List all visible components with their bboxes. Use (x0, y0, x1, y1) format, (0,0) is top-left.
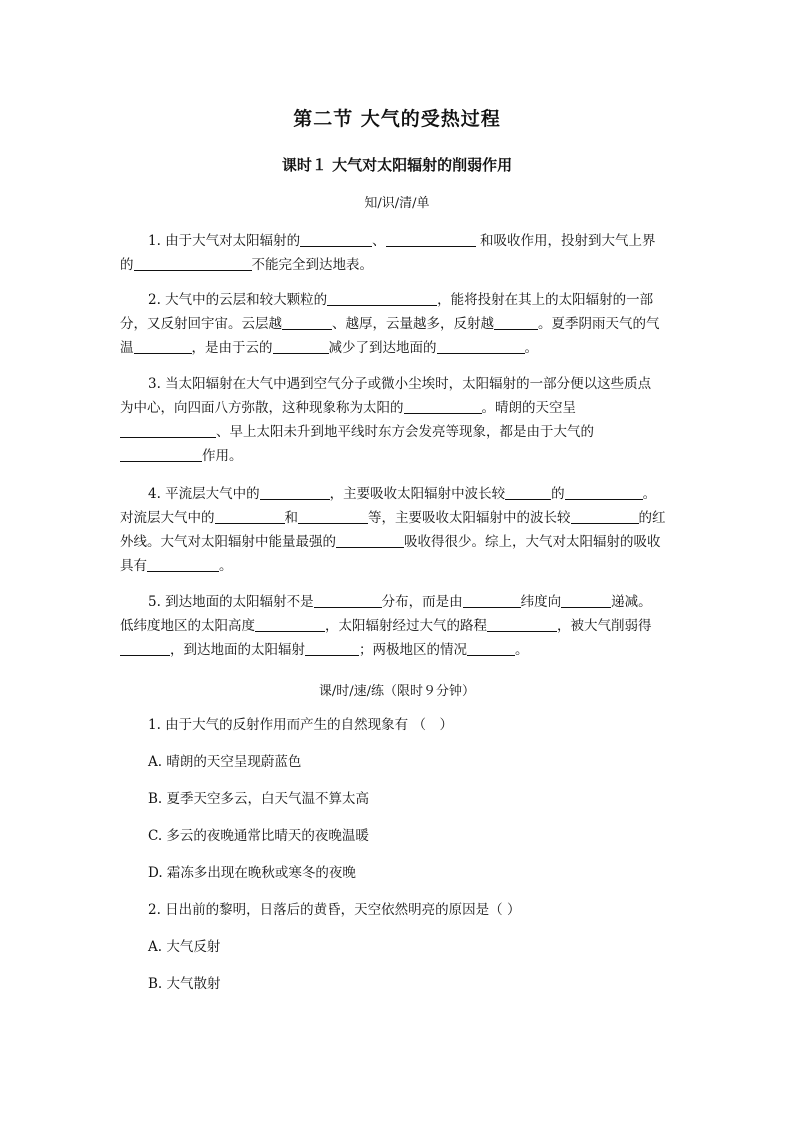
question-1-option-a[interactable]: A. 晴朗的天空呈现蔚蓝色 (148, 754, 302, 770)
p1-text: 1. 由于大气对太阳辐射的 (148, 233, 301, 249)
question-2-option-a[interactable]: A. 大气反射 (148, 939, 221, 955)
p2-text: 分，又反射回宇宙。云层越 (120, 316, 282, 332)
p2-text: 减少了到达地面的 (328, 340, 437, 356)
p3-text: 、早上太阳未升到地平线时东方会发亮等现象，都是由于大气的 (216, 424, 594, 440)
p5-text: ，被大气削弱得 (557, 618, 652, 634)
paragraph-1 (120, 229, 682, 277)
p4-text: ，主要吸收太阳辐射中波长较 (329, 486, 506, 502)
p4-text: 的红 (638, 510, 666, 526)
fill-blank[interactable] (215, 509, 285, 524)
page-title: 第二节 大气的受热过程 (293, 108, 501, 130)
p4-text: 外线。大气对太阳辐射中能量最强的 (120, 534, 336, 550)
p3-text: 为中心，向四面八方弥散，这种现象称为太阳的 (120, 400, 404, 416)
fill-blank[interactable] (147, 557, 219, 572)
lesson-subtitle: 课时１ 大气对太阳辐射的削弱作用 (281, 156, 513, 174)
fill-blank[interactable] (494, 315, 538, 330)
fill-blank[interactable] (404, 399, 482, 414)
p4-text: 具有 (120, 558, 147, 574)
section-heading-knowledge: 知/识/清/单 (364, 196, 430, 211)
paragraph-4 (120, 482, 682, 578)
question-1-stem: 1. 由于大气的反射作用而产生的自然现象有 （ ） (148, 717, 453, 733)
fill-blank[interactable] (463, 593, 521, 608)
fill-blank[interactable] (120, 423, 216, 438)
question-1-option-b[interactable]: B. 夏季天空多云，白天气温不算太高 (148, 791, 370, 807)
p4-text: 。 (219, 558, 233, 574)
fill-blank[interactable] (260, 485, 330, 500)
p2-text: 、越厚，云量越多，反射越 (332, 316, 494, 332)
p5-text: 分布，而是由 (381, 594, 463, 610)
p1-text: 的 (120, 257, 134, 273)
p5-text: ，太阳辐射经过大气的路程 (325, 618, 487, 634)
p2-text: 2. 大气中的云层和较大颗粒的 (148, 292, 328, 308)
fill-blank[interactable] (300, 232, 372, 247)
fill-blank[interactable] (437, 339, 525, 354)
p1-text: 不能完全到达地表。 (251, 257, 373, 273)
p3-text: 。晴朗的天空呈 (481, 400, 576, 416)
fill-blank[interactable] (327, 291, 437, 306)
p4-text: 和 (284, 510, 298, 526)
fill-blank[interactable] (134, 339, 192, 354)
p3-text: 作用。 (202, 448, 243, 464)
fill-blank[interactable] (120, 641, 170, 656)
paragraph-5 (120, 590, 682, 662)
question-2-stem: 2. 日出前的黎明，日落后的黄昏，天空依然明亮的原因是（ ） (148, 902, 521, 918)
p5-text: ，到达地面的太阳辐射 (170, 642, 305, 658)
fill-blank[interactable] (298, 509, 368, 524)
fill-blank[interactable] (561, 593, 611, 608)
p3-text: 3. 当太阳辐射在大气中遇到空气分子或微小尘埃时，太阳辐射的一部分便以这些质点 (148, 376, 652, 392)
p2-text: 温 (120, 340, 134, 356)
p4-text: 的 (551, 486, 565, 502)
question-2-option-b[interactable]: B. 大气散射 (148, 976, 221, 992)
fill-blank[interactable] (571, 509, 639, 524)
p4-text: 对流层大气中的 (120, 510, 215, 526)
question-1-option-c[interactable]: C. 多云的夜晚通常比晴天的夜晚温暖 (148, 828, 369, 844)
p5-text: 递减。 (611, 594, 652, 610)
fill-blank[interactable] (273, 339, 329, 354)
p5-text: 5. 到达地面的太阳辐射不是 (148, 594, 314, 610)
p5-text: 低纬度地区的太阳高度 (120, 618, 255, 634)
p4-text: 4. 平流层大气中的 (148, 486, 260, 502)
p1-text: 、 (372, 233, 386, 249)
fill-blank[interactable] (282, 315, 332, 330)
p4-text: 。 (642, 486, 657, 502)
fill-blank[interactable] (120, 447, 202, 462)
fill-blank[interactable] (255, 617, 325, 632)
p4-text: 等，主要吸收太阳辐射中的波长较 (368, 510, 571, 526)
p5-text: ；两极地区的情况 (359, 642, 467, 658)
p2-text: 。 (524, 340, 538, 356)
p2-text: ，是由于云的 (191, 340, 273, 356)
fill-blank[interactable] (467, 641, 515, 656)
fill-blank[interactable] (336, 533, 404, 548)
fill-blank[interactable] (386, 232, 476, 247)
p4-text: 吸收得很少。综上，大气对太阳辐射的吸收 (404, 534, 661, 550)
fill-blank[interactable] (487, 617, 557, 632)
fill-blank[interactable] (314, 593, 382, 608)
p5-text: 纬度向 (520, 594, 562, 610)
fill-blank[interactable] (305, 641, 359, 656)
p5-text: 。 (515, 642, 529, 658)
fill-blank[interactable] (505, 485, 551, 500)
p2-text: ，能将投射在其上的太阳辐射的一部 (437, 292, 654, 308)
p1-text: 和吸收作用，投射到大气上界 (475, 233, 656, 249)
paragraph-2 (120, 288, 682, 360)
fill-blank[interactable] (134, 256, 252, 271)
fill-blank[interactable] (565, 485, 643, 500)
p2-text: 。夏季阴雨天气的气 (538, 316, 660, 332)
paragraph-3 (120, 372, 682, 468)
question-1-option-d[interactable]: D. 霜冻多出现在晚秋或寒冬的夜晚 (148, 865, 356, 881)
section-heading-practice: 课/时/速/练（限时９分钟） (318, 684, 476, 699)
